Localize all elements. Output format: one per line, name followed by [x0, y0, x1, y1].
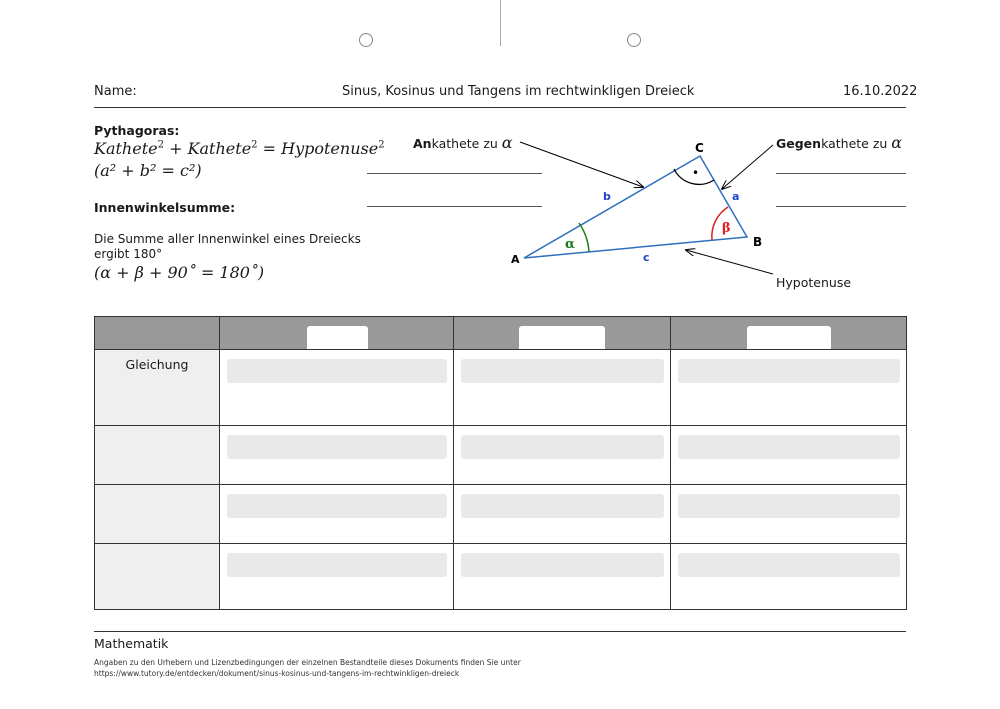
ankathete-bold: An — [413, 136, 432, 151]
gegenkathete-rest: kathete zu — [821, 136, 892, 151]
side-c: c — [643, 251, 650, 264]
hypotenuse-label: Hypotenuse — [776, 275, 852, 290]
header-tab-1 — [307, 326, 368, 349]
row-label-cell — [95, 544, 220, 610]
date: 16.10.2022 — [843, 84, 918, 99]
alpha-arc — [579, 223, 589, 252]
answer-field[interactable] — [227, 359, 447, 383]
vertex-a: A — [511, 253, 520, 266]
answer-cell — [454, 350, 671, 426]
table-header-row — [95, 317, 907, 350]
header-cell-2 — [454, 317, 671, 350]
answer-cell — [454, 426, 671, 485]
answer-cell — [671, 350, 907, 426]
row-label-cell — [95, 350, 220, 426]
answer-field[interactable] — [678, 553, 900, 577]
answer-field[interactable] — [227, 553, 447, 577]
ankathete-alpha: α — [501, 133, 513, 152]
vertex-b: B — [753, 235, 763, 249]
arrow-ankathete — [520, 142, 643, 187]
angle-beta: β — [722, 221, 731, 236]
answer-field[interactable] — [461, 494, 664, 518]
side-a: a — [732, 190, 740, 203]
innenwinkel-formula: (α + β + 90˚ = 180˚) — [94, 263, 265, 282]
formula-exp-2: 2 — [251, 139, 258, 151]
header-cell-1 — [220, 317, 454, 350]
row-label-cell — [95, 485, 220, 544]
answer-field[interactable] — [678, 435, 900, 459]
formula-plus: + — [169, 139, 183, 158]
equation-table — [94, 316, 907, 610]
answer-cell — [220, 350, 454, 426]
table-row — [95, 485, 907, 544]
footer-subject: Mathematik — [94, 636, 169, 651]
arrow-hypotenuse — [686, 250, 773, 274]
answer-field[interactable] — [461, 359, 664, 383]
formula-term-kathete-1: Kathete — [94, 139, 158, 158]
gegenkathete-bold: Gegen — [776, 136, 822, 151]
gegenkathete-alpha: α — [891, 133, 903, 152]
header-cell-3 — [671, 317, 907, 350]
answer-cell — [220, 485, 454, 544]
formula-term-kathete-2: Kathete — [187, 139, 252, 158]
angle-alpha: α — [565, 237, 576, 252]
row-label-gleichung: Gleichung — [125, 357, 189, 372]
answer-cell — [220, 544, 454, 610]
side-b: b — [603, 190, 611, 203]
triangle-shape — [524, 156, 747, 258]
triangle-diagram — [0, 0, 1000, 320]
header-tab-3 — [747, 326, 831, 349]
answer-field[interactable] — [461, 553, 664, 577]
vertex-c: C — [695, 141, 704, 155]
answer-field[interactable] — [227, 435, 447, 459]
formula-exp-3: 2 — [378, 139, 385, 151]
footer-divider — [94, 631, 906, 632]
table-row — [95, 426, 907, 485]
header-tab-2 — [519, 326, 605, 349]
answer-cell — [671, 485, 907, 544]
right-angle-dot: • — [692, 166, 700, 180]
innenwinkel-heading: Innenwinkelsumme: — [94, 200, 236, 215]
pythagoras-short-formula: (a² + b² = c²) — [94, 161, 202, 180]
formula-term-hypotenuse: Hypotenuse — [281, 139, 379, 158]
table-row — [95, 350, 907, 426]
answer-cell — [454, 544, 671, 610]
footer-license: Angaben zu den Urhebern und Lizenzbedingungen der einzelnen Bestandteile dieses Dokuments finden Sie unter — [94, 658, 521, 667]
pythagoras-heading: Pythagoras: — [94, 123, 180, 138]
answer-field[interactable] — [678, 494, 900, 518]
row-label-cell — [95, 426, 220, 485]
answer-field[interactable] — [678, 359, 900, 383]
answer-field[interactable] — [461, 435, 664, 459]
name-label: Name: — [94, 84, 137, 99]
header-cell-0 — [95, 317, 220, 350]
formula-exp-1: 2 — [157, 139, 164, 151]
footer-url[interactable]: https://www.tutory.de/entdecken/dokument/sinus-kosinus-und-tangens-im-rechtwinkligen-dreieck — [94, 669, 460, 678]
arrow-gegenkathete — [722, 145, 773, 189]
answer-cell — [454, 485, 671, 544]
answer-cell — [671, 426, 907, 485]
innenwinkel-text: Die Summe aller Innenwinkel eines Dreiecks ergibt 180° — [94, 232, 361, 261]
table-row — [95, 544, 907, 610]
answer-cell — [671, 544, 907, 610]
ankathete-rest: kathete zu — [431, 136, 502, 151]
page-title: Sinus, Kosinus und Tangens im rechtwinkligen Dreieck — [342, 84, 695, 99]
formula-equals: = — [262, 139, 277, 158]
answer-cell — [220, 426, 454, 485]
answer-field[interactable] — [227, 494, 447, 518]
